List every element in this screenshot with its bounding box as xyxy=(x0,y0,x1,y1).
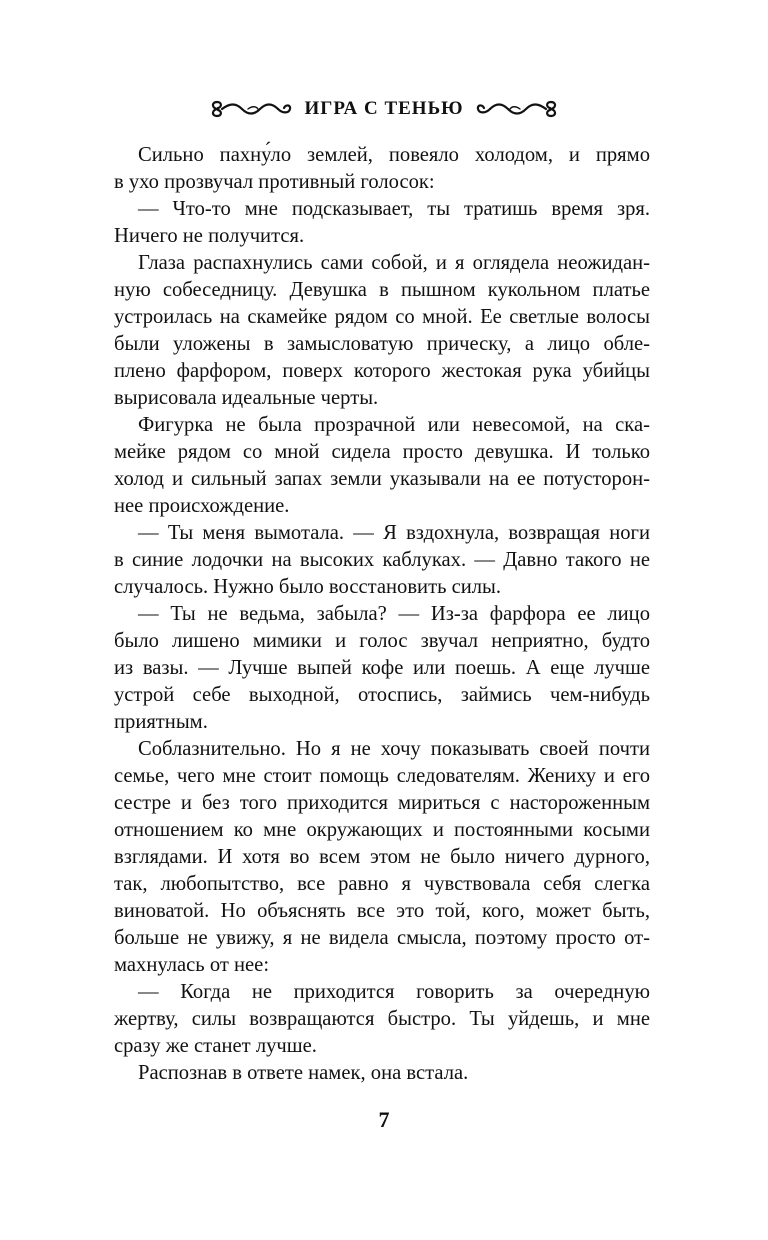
text-line: приятным. xyxy=(114,711,208,733)
text-line: Сильно пахну́ло землей, повеяло холодом, и прямо xyxy=(138,144,650,166)
text-line: Глаза распахнулись сами собой, и я оглядела неожидан- xyxy=(138,252,650,274)
text-line: были уложены в замысловатую прическу, а лицо обле- xyxy=(114,333,650,355)
text-line: нее происхождение. xyxy=(114,495,290,517)
text-line: Распознав в ответе намек, она встала. xyxy=(138,1062,469,1084)
text-line: — Когда не приходится говорить за очередную xyxy=(138,981,650,1003)
text-line: семье, чего мне стоит помощь следователям. Жениху и его xyxy=(114,765,650,787)
running-head xyxy=(0,94,768,124)
text-line: из вазы. — Лучше выпей кофе или поешь. А еще лучше xyxy=(114,657,650,679)
text-line: сразу же станет лучше. xyxy=(114,1035,317,1057)
text-line: взглядами. И хотя во всем этом не было ничего дурного, xyxy=(114,846,650,868)
body-text xyxy=(114,142,650,1087)
text-line: случалось. Нужно было восстановить силы. xyxy=(114,576,502,598)
left-swirl-ornament-icon xyxy=(208,98,294,120)
text-line: виноватой. Но объяснять все это той, кого, может быть, xyxy=(114,900,650,922)
text-line: устрой себе выходной, отоспись, займись чем-нибудь xyxy=(114,684,650,706)
text-line: в ухо прозвучал противный голосок: xyxy=(114,171,435,193)
text-line: больше не увижу, я не видела смысла, поэтому просто от- xyxy=(114,927,650,949)
text-line: вырисовала идеальные черты. xyxy=(114,387,379,409)
text-line: в синие лодочки на высоких каблуках. — Давно такого не xyxy=(114,549,650,571)
text-line: — Ты меня вымотала. — Я вздохнула, возвращая ноги xyxy=(138,522,650,544)
right-swirl-ornament-icon xyxy=(474,98,560,120)
text-line: махнулась от нее: xyxy=(114,954,270,976)
text-line: Фигурка не была прозрачной или невесомой, на ска- xyxy=(138,414,650,436)
text-line: устроилась на скамейке рядом со мной. Ее светлые волосы xyxy=(114,306,650,328)
text-line: сестре и без того приходится мириться с настороженным xyxy=(114,792,650,814)
text-line: плено фарфором, поверх которого жестокая рука убийцы xyxy=(114,360,650,382)
running-title: ИГРА С ТЕНЬЮ xyxy=(304,98,464,119)
text-line: жертву, силы возвращаются быстро. Ты уйдешь, и мне xyxy=(114,1008,650,1030)
text-line: так, любопытство, все равно я чувствовала себя слегка xyxy=(114,873,650,895)
text-line: мейке рядом со мной сидела просто девушка. И только xyxy=(114,441,650,463)
text-line: холод и сильный запах земли указывали на ее потусторон- xyxy=(114,468,650,490)
text-line: было лишено мимики и голос звучал неприятно, будто xyxy=(114,630,650,652)
text-line: ную собеседницу. Девушка в пышном кукольном платье xyxy=(114,279,650,301)
text-line: Соблазнительно. Но я не хочу показывать своей почти xyxy=(138,738,650,760)
page-number: 7 xyxy=(378,1107,390,1132)
text-line: отношением ко мне окружающих и постоянными косыми xyxy=(114,819,650,841)
text-line: Ничего не получится. xyxy=(114,225,305,247)
text-line: — Ты не ведьма, забыла? — Из-за фарфора ее лицо xyxy=(138,603,650,625)
text-line: — Что-то мне подсказывает, ты тратишь время зря. xyxy=(138,198,650,220)
